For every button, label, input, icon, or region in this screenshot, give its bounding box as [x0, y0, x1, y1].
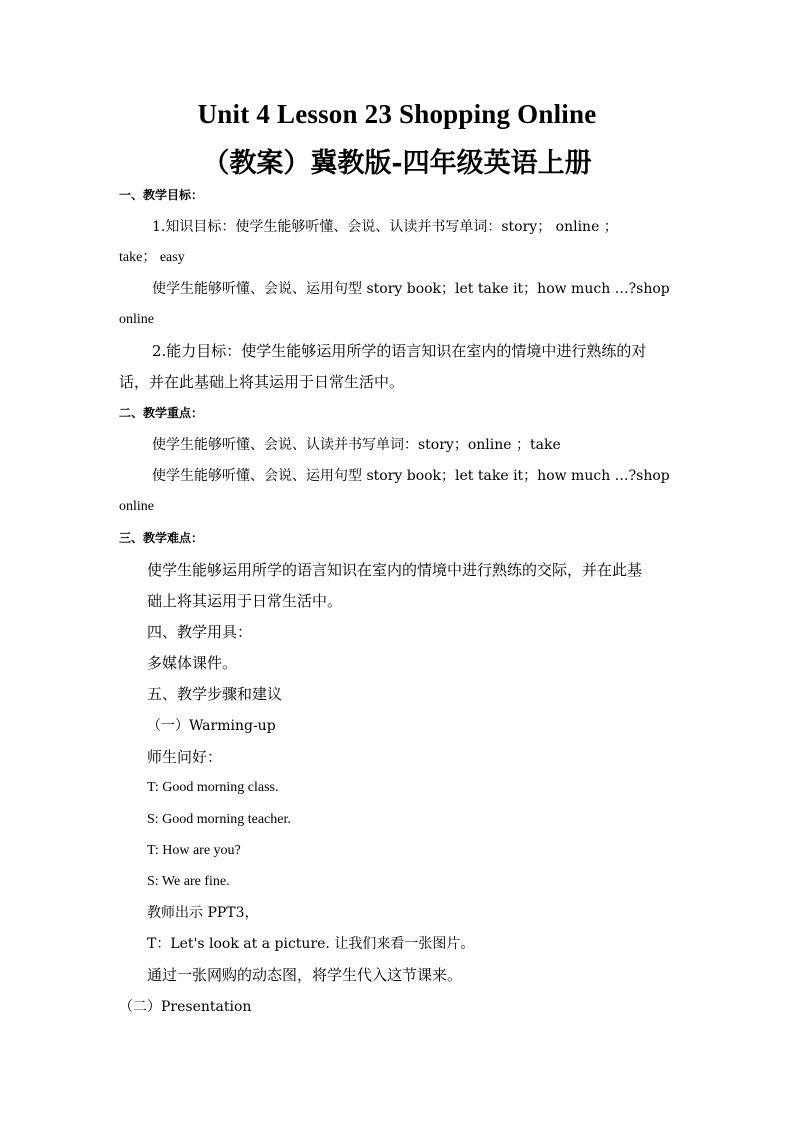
subsection-heading-warming-up: （一）Warming-up	[147, 718, 276, 734]
dialogue-line: T: How are you?	[147, 843, 241, 858]
subsection-heading-presentation: （二）Presentation	[119, 999, 252, 1015]
section-heading-objectives: 一、教学目标：	[119, 188, 204, 202]
paragraph-line: online	[119, 312, 154, 327]
dialogue-line: T：Let's look at a picture. 让我们来看一张图片。	[147, 936, 475, 952]
document-subtitle: （教案）冀教版-四年级英语上册	[202, 148, 592, 179]
paragraph-line: 使学生能够运用所学的语言知识在室内的情境中进行熟练的交际，并在此基	[147, 561, 643, 579]
section-heading-key-points: 二、教学重点：	[119, 406, 204, 420]
paragraph-line: 多媒体课件。	[147, 654, 238, 672]
section-heading-tools: 四、教学用具：	[147, 623, 253, 641]
paragraph-line: 教师出示 PPT3，	[147, 905, 259, 921]
paragraph-line: 使学生能够听懂、会说、运用句型 story book；let take it；how much …?shop	[152, 468, 670, 484]
paragraph-line: 师生问好：	[147, 748, 223, 766]
section-heading-difficulties: 三、教学难点：	[119, 531, 204, 545]
paragraph-line: online	[119, 499, 154, 514]
paragraph-line: 话，并在此基础上将其运用于日常生活中。	[119, 373, 405, 391]
paragraph-line: 通过一张网购的动态图，将学生代入这节课来。	[147, 966, 463, 984]
section-heading-steps: 五、教学步骤和建议	[147, 685, 283, 703]
paragraph-line: take； easy	[119, 250, 185, 265]
document-title: Unit 4 Lesson 23 Shopping Online	[197, 99, 597, 129]
paragraph-line: 2.能力目标：使学生能够运用所学的语言知识在室内的情境中进行熟练的对	[152, 342, 647, 360]
paragraph-line: 使学生能够听懂、会说、认读并书写单词：story；online ；take	[152, 437, 561, 453]
paragraph-line: 使学生能够听懂、会说、运用句型 story book；let take it；how much …?shop	[152, 281, 670, 297]
dialogue-line: T: Good morning class.	[147, 780, 279, 795]
paragraph-line: 1.知识目标：使学生能够听懂、会说、认读并书写单词：story； online ；	[152, 219, 618, 235]
dialogue-line: S: We are fine.	[147, 874, 230, 889]
paragraph-line: 础上将其运用于日常生活中。	[147, 592, 343, 610]
dialogue-line: S: Good morning teacher.	[147, 812, 291, 827]
